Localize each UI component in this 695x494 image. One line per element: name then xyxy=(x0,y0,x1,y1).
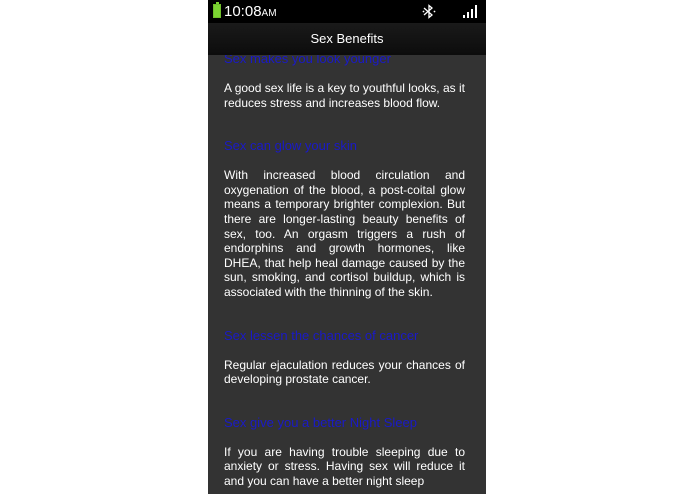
status-clock xyxy=(224,3,277,22)
section-body: A good sex life is a key to youthful looks, as it reduces stress and increases blood flow. xyxy=(224,81,465,110)
phone-screen xyxy=(208,0,486,494)
app-title-bar xyxy=(208,23,486,55)
battery-icon xyxy=(213,4,221,18)
section-body: Regular ejaculation reduces your chances of developing prostate cancer. xyxy=(224,357,465,387)
section-heading: Sex can glow your skin xyxy=(224,138,357,154)
status-bar xyxy=(208,0,486,23)
signal-icon xyxy=(463,5,477,18)
bluetooth-icon xyxy=(422,4,436,19)
clock-ampm: AM xyxy=(261,8,277,19)
section-heading: Sex lessen the chances of cancer xyxy=(224,327,419,343)
section-body: With increased blood circulation and oxygenation of the blood, a post-coital glow means a temporary brighter complexion. But there are longer-lasting beauty benefits of sex, too. An orgasm triggers a rush of endorphins and growth hormones, like DHEA, that help heal damage caused by the sun, smoking, and cortisol buildup, which is associated with the thinning of the skin. xyxy=(224,168,465,299)
section-body: If you are having trouble sleeping due to anxiety or stress. Having sex will reduce it and you can have a better night sleep xyxy=(224,444,465,488)
page-title: Sex Benefits xyxy=(310,31,384,46)
content-scroll-area[interactable] xyxy=(208,55,486,494)
section-heading: Sex give you a better Night Sleep xyxy=(224,414,417,430)
clock-time: 10:08 xyxy=(224,3,262,20)
section-heading: Sex makes you look younger xyxy=(224,55,391,66)
article xyxy=(224,55,465,494)
